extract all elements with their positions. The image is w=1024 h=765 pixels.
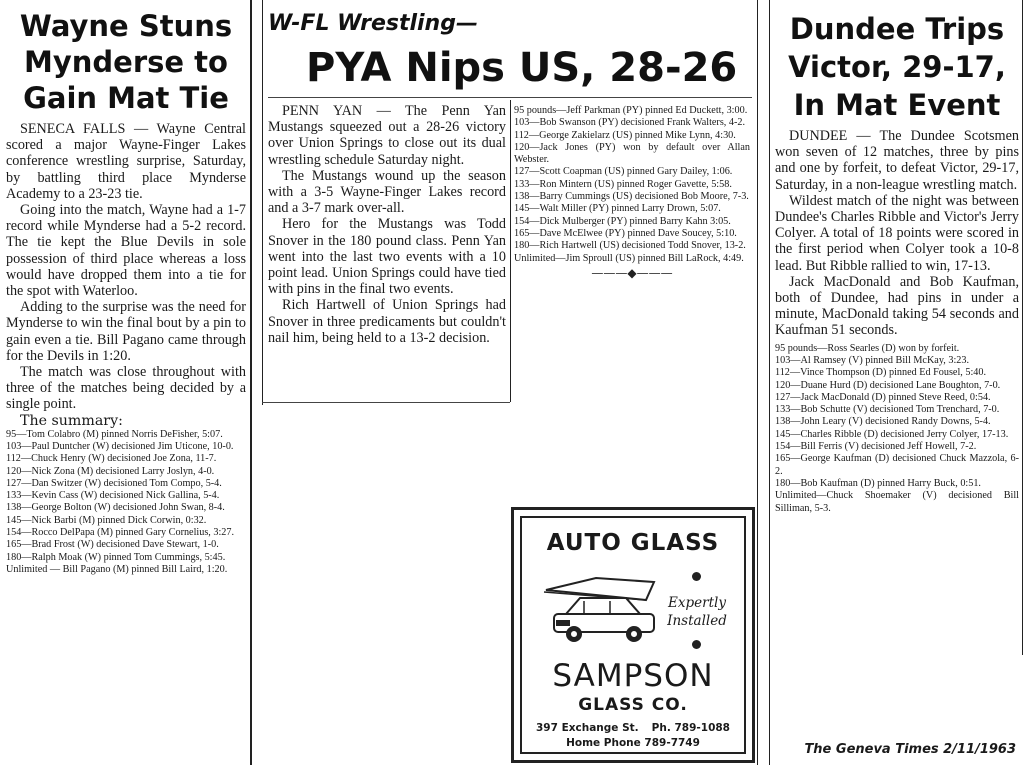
middle-results-list xyxy=(514,105,750,265)
right-body xyxy=(775,128,1019,339)
auto-glass-ad xyxy=(511,507,755,763)
result-item: 133—Bob Schutte (V) decisioned Tom Trenchard, 7-0. xyxy=(775,404,1000,416)
result-item: Unlimited—Chuck Shoemaker (V) decisioned Bill Silliman, 5-3. xyxy=(775,490,1019,514)
summary-label: The summary: xyxy=(20,412,123,429)
ad-address: 397 Exchange St. xyxy=(536,722,639,734)
result-item: 127—Jack MacDonald (D) pinned Steve Reed, 0:54. xyxy=(775,391,991,403)
headline-divider xyxy=(268,97,752,98)
middle-headline: PYA Nips US, 28-26 xyxy=(306,45,738,92)
middle-paragraph: Rich Hartwell of Union Springs had Snover in three predicaments but couldn't nail him, being held to a 13-2 decision. xyxy=(268,297,506,346)
result-item: 180—Rich Hartwell (US) decisioned Todd Snover, 13-2. xyxy=(514,240,746,252)
ad-business-name: SAMPSON xyxy=(552,658,714,694)
column-rule-right xyxy=(769,0,770,765)
ad-title: AUTO GLASS xyxy=(546,530,720,556)
column-rule-middle-left xyxy=(262,0,263,405)
result-item: 133—Ron Mintern (US) pinned Roger Gavette, 5:58. xyxy=(514,178,732,190)
right-article xyxy=(775,0,1019,515)
ad-inner-border xyxy=(520,516,746,754)
left-results-list xyxy=(6,429,246,577)
end-ornament: ———◆——— xyxy=(591,265,673,280)
right-headline-line-3: In Mat Event xyxy=(793,88,1001,122)
ad-business-sub: GLASS CO. xyxy=(578,695,688,715)
result-item: 95—Tom Colabro (M) pinned Norris DeFisher, 5:07. xyxy=(6,428,223,440)
ad-slogan-line-1: Expertly xyxy=(668,595,726,611)
result-item: 120—Nick Zona (M) decisioned Larry Joslyn, 4-0. xyxy=(6,465,215,477)
right-headline-line-1: Dundee Trips xyxy=(789,12,1005,46)
ad-bullet-icon xyxy=(692,640,701,649)
column-rule-middle-right xyxy=(757,0,758,765)
left-headline-line-3: Gain Mat Tie xyxy=(23,81,229,115)
right-headline-line-2: Victor, 29-17, xyxy=(788,50,1006,84)
result-item: Unlimited—Jim Sproull (US) pinned Bill LaRock, 4:49. xyxy=(514,252,744,264)
left-paragraph: SENECA FALLS — Wayne Central scored a major Wayne-Finger Lakes conference wrestling surprise, Saturday, by battling third place Mynderse Academy to a 23-23 tie. xyxy=(6,121,246,202)
middle-results-column xyxy=(514,105,750,281)
left-headline-line-1: Wayne Stuns xyxy=(19,9,233,43)
result-item: 165—George Kaufman (D) decisioned Chuck Mazzola, 6-2. xyxy=(775,453,1019,477)
result-item: 120—Duane Hurd (D) decisioned Lane Boughton, 7-0. xyxy=(775,379,1001,391)
ad-home-phone: Home Phone 789-7749 xyxy=(566,737,700,749)
middle-body xyxy=(268,103,506,346)
right-headline xyxy=(775,10,1019,124)
result-item: 103—Bob Swanson (PY) decisioned Frank Walters, 4-2. xyxy=(514,117,746,129)
right-paragraph: Jack MacDonald and Bob Kaufman, both of Dundee, had pins in under a minute, MacDonald taking 54 seconds and Kaufman 51 seconds. xyxy=(775,273,1019,339)
result-item: 95 pounds—Ross Searles (D) won by forfeit. xyxy=(775,342,960,354)
result-item: 112—George Zakielarz (US) pinned Mike Lynn, 4:30. xyxy=(514,129,736,141)
left-paragraph: The match was close throughout with three of the matches being decided by a single point. xyxy=(6,364,246,413)
result-item: 165—Dave McElwee (PY) pinned Dave Soucey, 5:10. xyxy=(514,227,737,239)
middle-paragraph: The Mustangs wound up the season with a 3-5 Wayne-Finger Lakes record and a 3-7 mark over-all. xyxy=(268,167,506,217)
car-illustration-icon xyxy=(536,570,656,650)
ad-phone: Ph. 789-1088 xyxy=(651,722,730,734)
left-paragraph: Going into the match, Wayne had a 1-7 record while Mynderse had a 5-2 record. The tie kept the Blue Devils in sole possession of third place whereas a loss would have dropped them into a tie for the spot with Waterloo. xyxy=(6,202,246,300)
middle-paragraph: Hero for the Mustangs was Todd Snover in the 180 pound class. Penn Yan went into the last two events with a 10 point lead. Union Springs could have tied with pins in the final two events. xyxy=(268,216,506,298)
middle-inner-rule xyxy=(510,100,511,402)
middle-article xyxy=(268,0,752,91)
middle-kicker: W-FL Wrestling— xyxy=(268,11,478,36)
ad-slogan-line-2: Installed xyxy=(667,613,727,629)
result-item: 180—Ralph Moak (W) pinned Tom Cummings, 5:45. xyxy=(6,551,226,563)
result-item: 154—Rocco DelPapa (M) pinned Gary Cornelius, 3:27. xyxy=(6,527,235,539)
left-paragraph: Adding to the surprise was the need for Mynderse to win the final bout by a pin to gain even a tie. Bill Pagano came through for the Devils in 1:20. xyxy=(6,299,246,364)
right-paragraph: DUNDEE — The Dundee Scotsmen won seven of 12 matches, three by pins and one by forfeit, to defeat Victor, 29-17, Saturday, in a non-league wrestling match. xyxy=(775,128,1019,193)
result-item: 165—Brad Frost (W) decisioned Dave Stewart, 1-0. xyxy=(6,539,219,551)
result-item: 180—Bob Kaufman (D) pinned Harry Buck, 0:51. xyxy=(775,477,981,489)
right-paragraph: Wildest match of the night was between Dundee's Charles Ribble and Victor's Jerry Colyer. A total of 18 points were scored in the first period when Colyer took a 10-8 lead. But Ribble rallied to win, 17-13. xyxy=(775,192,1019,274)
result-item: 145—Walt Miller (PY) pinned Larry Drown, 5:07. xyxy=(514,203,721,215)
result-item: 145—Charles Ribble (D) decisioned Jerry Colyer, 17-13. xyxy=(775,428,1009,440)
right-results-list xyxy=(775,343,1019,515)
column-rule-far-right xyxy=(1022,0,1023,655)
result-item: Unlimited — Bill Pagano (M) pinned Bill Laird, 1:20. xyxy=(6,563,228,575)
result-item: 145—Nick Barbi (M) pinned Dick Corwin, 0:32. xyxy=(6,514,207,526)
result-item: 133—Kevin Cass (W) decisioned Nick Gallina, 5-4. xyxy=(6,490,220,502)
result-item: 138—George Bolton (W) decisioned John Swan, 8-4. xyxy=(6,502,225,514)
result-item: 127—Scott Coapman (US) pinned Gary Dailey, 1:06. xyxy=(514,166,733,178)
result-item: 127—Dan Switzer (W) decisioned Tom Compo, 5-4. xyxy=(6,477,222,489)
middle-body-column xyxy=(268,103,506,346)
result-item: 154—Dick Mulberger (PY) pinned Barry Kahn 3:05. xyxy=(514,215,731,227)
result-item: 138—Barry Cummings (US) decisioned Bob Moore, 7-3. xyxy=(514,191,749,203)
result-item: 103—Al Ramsey (V) pinned Bill McKay, 3:23. xyxy=(775,354,970,366)
result-item: 112—Chuck Henry (W) decisioned Joe Zona, 11-7. xyxy=(6,453,217,465)
middle-paragraph: PENN YAN — The Penn Yan Mustangs squeezed out a 28-26 victory over Union Springs to close out its dual wrestling schedule Saturday night. xyxy=(268,103,506,168)
result-item: 95 pounds—Jeff Parkman (PY) pinned Ed Duckett, 3:00. xyxy=(514,105,748,116)
column-rule-left xyxy=(250,0,252,765)
source-credit: The Geneva Times 2/11/1963 xyxy=(804,742,1016,757)
left-headline xyxy=(6,8,246,116)
left-body xyxy=(6,121,246,413)
result-item: 138—John Leary (V) decisioned Randy Downs, 5-4. xyxy=(775,416,991,428)
ad-bullet-icon xyxy=(692,572,701,581)
result-item: 154—Bill Ferris (V) decisioned Jeff Howell, 7-2. xyxy=(775,441,977,453)
result-item: 120—Jack Jones (PY) won by default over Allan Webster. xyxy=(514,141,750,166)
ad-slogan xyxy=(656,594,738,630)
left-headline-line-2: Mynderse to xyxy=(24,45,228,79)
result-item: 112—Vince Thompson (D) pinned Ed Fousel, 5:40. xyxy=(775,367,987,379)
result-item: 103—Paul Duntcher (W) decisioned Jim Uticone, 10-0. xyxy=(6,440,234,452)
middle-bottom-rule xyxy=(262,402,510,403)
left-article xyxy=(6,0,246,576)
